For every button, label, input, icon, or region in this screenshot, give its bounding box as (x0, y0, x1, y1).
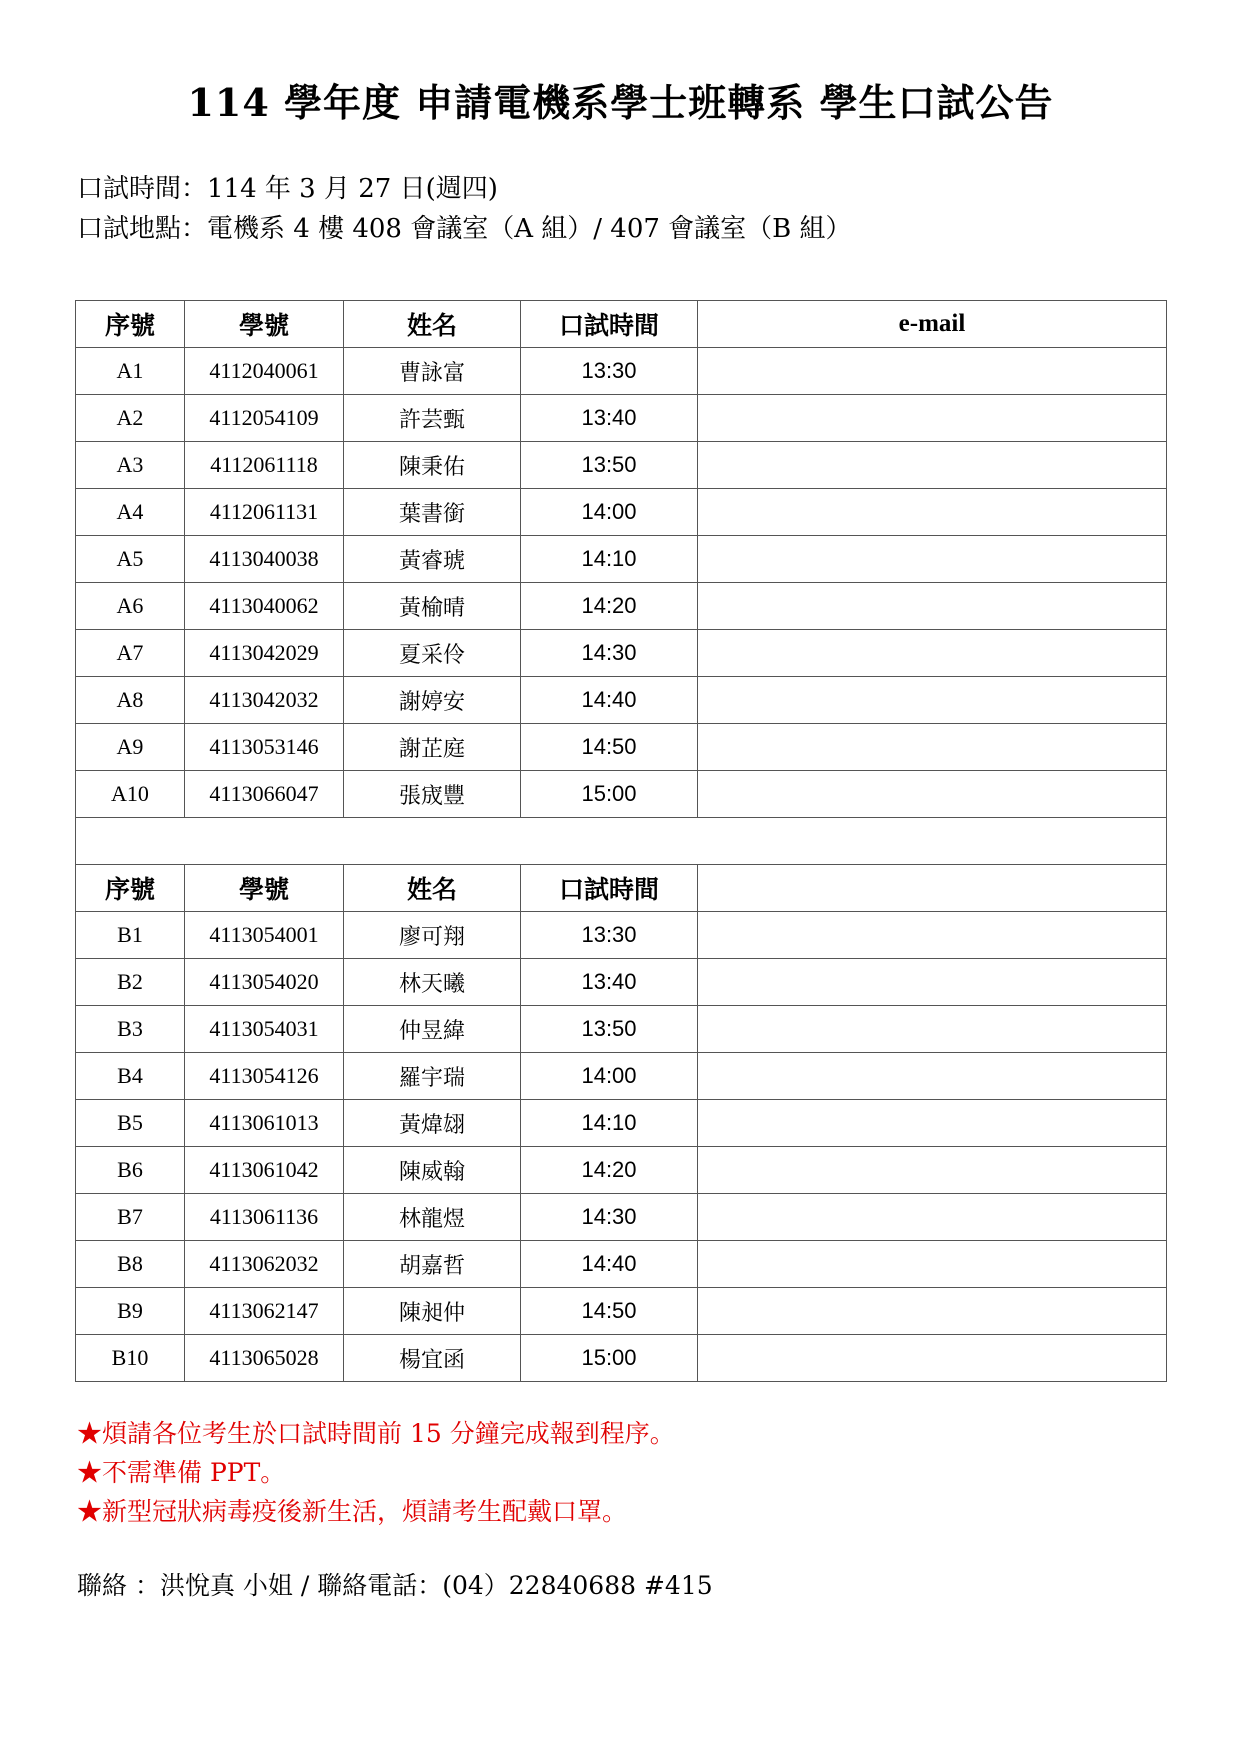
seq-cell: B6 (76, 1147, 185, 1194)
time-cell: 14:20 (521, 583, 698, 630)
table-row (76, 1006, 1167, 1053)
name-cell: 黃煒翃 (344, 1100, 521, 1147)
student-id-cell: 4113040038 (185, 536, 344, 583)
time-cell: 14:20 (521, 1147, 698, 1194)
student-id-cell: 4113062147 (185, 1288, 344, 1335)
time-cell: 14:50 (521, 1288, 698, 1335)
name-cell: 黃榆晴 (344, 583, 521, 630)
seq-cell: B2 (76, 959, 185, 1006)
column-header: 口試時間 (521, 865, 698, 912)
student-id-cell: 4113054020 (185, 959, 344, 1006)
table-row (76, 959, 1167, 1006)
email-cell (698, 771, 1167, 818)
table-row (76, 489, 1167, 536)
table-row (76, 724, 1167, 771)
seq-cell: B10 (76, 1335, 185, 1382)
student-id-cell: 4113042032 (185, 677, 344, 724)
student-id-cell: 4112054109 (185, 395, 344, 442)
email-cell (698, 1335, 1167, 1382)
name-cell: 仲昱緯 (344, 1006, 521, 1053)
email-cell (698, 348, 1167, 395)
seq-cell: B7 (76, 1194, 185, 1241)
email-cell (698, 1288, 1167, 1335)
student-id-cell: 4113061042 (185, 1147, 344, 1194)
table-row (76, 1335, 1167, 1382)
student-id-cell: 4112061118 (185, 442, 344, 489)
student-id-cell: 4112040061 (185, 348, 344, 395)
note-line: ★不需準備 PPT。 (77, 1458, 286, 1487)
time-cell: 14:30 (521, 630, 698, 677)
student-id-cell: 4113054126 (185, 1053, 344, 1100)
name-cell: 夏采伶 (344, 630, 521, 677)
seq-cell: B8 (76, 1241, 185, 1288)
student-id-cell: 4113062032 (185, 1241, 344, 1288)
email-cell (698, 1006, 1167, 1053)
time-cell: 13:50 (521, 1006, 698, 1053)
seq-cell: A8 (76, 677, 185, 724)
name-cell: 楊宜函 (344, 1335, 521, 1382)
time-cell: 13:30 (521, 348, 698, 395)
time-cell: 14:40 (521, 1241, 698, 1288)
time-cell: 14:00 (521, 1053, 698, 1100)
table-row (76, 348, 1167, 395)
email-cell (698, 959, 1167, 1006)
seq-cell: A5 (76, 536, 185, 583)
email-cell (698, 442, 1167, 489)
table-row (76, 1100, 1167, 1147)
student-id-cell: 4113061136 (185, 1194, 344, 1241)
name-cell: 羅宇瑞 (344, 1053, 521, 1100)
email-cell (698, 912, 1167, 959)
group-separator-cell (76, 818, 1167, 865)
column-header: 學號 (185, 865, 344, 912)
table-row (76, 395, 1167, 442)
table-row (76, 771, 1167, 818)
time-cell: 15:00 (521, 1335, 698, 1382)
time-cell: 13:40 (521, 959, 698, 1006)
exam-location-line: 口試地點：電機系 4 樓 408 會議室（A 組）/ 407 會議室（B 組） (77, 214, 852, 244)
student-id-cell: 4113042029 (185, 630, 344, 677)
table-row (76, 583, 1167, 630)
note-line: ★煩請各位考生於口試時間前 15 分鐘完成報到程序。 (77, 1419, 675, 1448)
table-row (76, 442, 1167, 489)
email-cell (698, 677, 1167, 724)
name-cell: 陳秉佑 (344, 442, 521, 489)
seq-cell: B4 (76, 1053, 185, 1100)
time-cell: 14:30 (521, 1194, 698, 1241)
student-id-cell: 4113061013 (185, 1100, 344, 1147)
email-cell (698, 1241, 1167, 1288)
email-cell (698, 489, 1167, 536)
name-cell: 陳威翰 (344, 1147, 521, 1194)
column-header (698, 865, 1167, 912)
time-cell: 14:50 (521, 724, 698, 771)
column-header: 序號 (76, 301, 185, 348)
email-cell (698, 1100, 1167, 1147)
seq-cell: A1 (76, 348, 185, 395)
seq-cell: A4 (76, 489, 185, 536)
email-cell (698, 1053, 1167, 1100)
table-row (76, 1053, 1167, 1100)
column-header: e-mail (698, 301, 1167, 348)
name-cell: 謝芷庭 (344, 724, 521, 771)
contact-line: 聯絡 ：洪悅真 小姐 / 聯絡電話：(04）22840688 #415 (77, 1571, 713, 1600)
name-cell: 謝婷安 (344, 677, 521, 724)
column-header: 口試時間 (521, 301, 698, 348)
time-cell: 14:00 (521, 489, 698, 536)
time-cell: 14:10 (521, 1100, 698, 1147)
name-cell: 張宬豐 (344, 771, 521, 818)
note-line: ★新型冠狀病毒疫後新生活，煩請考生配戴口罩。 (77, 1497, 628, 1526)
group-separator-row (76, 818, 1167, 865)
table-row (76, 1241, 1167, 1288)
time-cell: 13:50 (521, 442, 698, 489)
seq-cell: A7 (76, 630, 185, 677)
name-cell: 林龍煜 (344, 1194, 521, 1241)
student-id-cell: 4113065028 (185, 1335, 344, 1382)
table-row (76, 630, 1167, 677)
seq-cell: A3 (76, 442, 185, 489)
email-cell (698, 1147, 1167, 1194)
exam-time-line: 口試時間：114 年 3 月 27 日(週四) (77, 174, 498, 204)
seq-cell: B9 (76, 1288, 185, 1335)
name-cell: 曹詠富 (344, 348, 521, 395)
column-header: 序號 (76, 865, 185, 912)
email-cell (698, 395, 1167, 442)
student-id-cell: 4113066047 (185, 771, 344, 818)
student-id-cell: 4113053146 (185, 724, 344, 771)
seq-cell: B1 (76, 912, 185, 959)
email-cell (698, 724, 1167, 771)
email-cell (698, 1194, 1167, 1241)
seq-cell: A10 (76, 771, 185, 818)
email-cell (698, 630, 1167, 677)
time-cell: 13:40 (521, 395, 698, 442)
name-cell: 許芸甄 (344, 395, 521, 442)
schedule-table (75, 300, 1167, 1382)
seq-cell: B3 (76, 1006, 185, 1053)
column-header: 姓名 (344, 301, 521, 348)
column-header: 姓名 (344, 865, 521, 912)
name-cell: 陳昶仲 (344, 1288, 521, 1335)
notes-block (77, 1414, 675, 1531)
table-row (76, 1194, 1167, 1241)
seq-cell: A9 (76, 724, 185, 771)
time-cell: 14:10 (521, 536, 698, 583)
student-id-cell: 4113040062 (185, 583, 344, 630)
table-row (76, 536, 1167, 583)
name-cell: 胡嘉哲 (344, 1241, 521, 1288)
seq-cell: A6 (76, 583, 185, 630)
name-cell: 黃睿琥 (344, 536, 521, 583)
student-id-cell: 4112061131 (185, 489, 344, 536)
seq-cell: B5 (76, 1100, 185, 1147)
email-cell (698, 583, 1167, 630)
student-id-cell: 4113054001 (185, 912, 344, 959)
time-cell: 13:30 (521, 912, 698, 959)
table-row (76, 1288, 1167, 1335)
time-cell: 14:40 (521, 677, 698, 724)
page-title: 114 學年度 申請電機系學士班轉系 學生口試公告 (187, 80, 1054, 125)
student-id-cell: 4113054031 (185, 1006, 344, 1053)
name-cell: 葉書銜 (344, 489, 521, 536)
table-row (76, 1147, 1167, 1194)
column-header: 學號 (185, 301, 344, 348)
table-header-row (76, 865, 1167, 912)
name-cell: 廖可翔 (344, 912, 521, 959)
name-cell: 林天曦 (344, 959, 521, 1006)
seq-cell: A2 (76, 395, 185, 442)
email-cell (698, 536, 1167, 583)
time-cell: 15:00 (521, 771, 698, 818)
table-header-row (76, 301, 1167, 348)
table-row (76, 677, 1167, 724)
table-row (76, 912, 1167, 959)
